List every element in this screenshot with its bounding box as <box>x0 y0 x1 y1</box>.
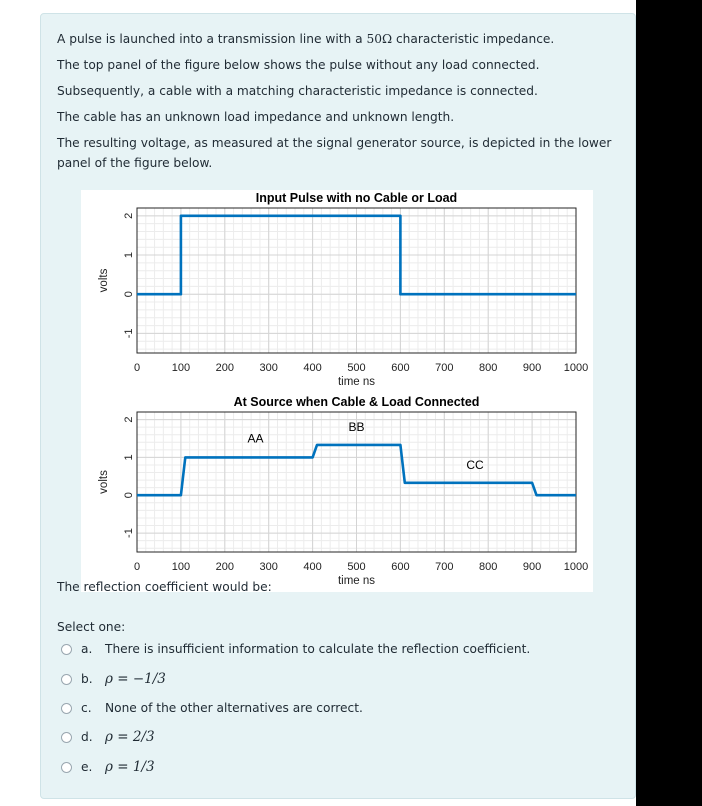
x-tick-label: 700 <box>435 362 454 374</box>
x-tick-label: 500 <box>347 561 366 573</box>
option-a-letter: a. <box>81 642 93 656</box>
x-tick-label: 900 <box>522 362 542 374</box>
x-tick-label: 200 <box>215 362 234 374</box>
option-b[interactable] <box>61 669 166 689</box>
intro-line-3: Subsequently, a cable with a matching characteristic impedance is connected. <box>57 84 538 98</box>
x-tick-label: 300 <box>259 561 278 573</box>
page-margin-right <box>636 0 702 806</box>
x-tick-label: 800 <box>479 561 498 573</box>
x-tick-label: 300 <box>259 362 278 374</box>
option-e-text: ρ = 1/3 <box>105 759 155 775</box>
annotation-label: CC <box>466 457 484 472</box>
x-tick-label: 1000 <box>563 362 589 374</box>
x-axis-label: time ns <box>337 575 376 587</box>
option-d-letter: d. <box>81 730 93 744</box>
x-tick-label: 0 <box>133 362 141 374</box>
y-tick-label: 0 <box>123 291 135 298</box>
x-tick-label: 400 <box>303 561 322 573</box>
y-tick-label: 1 <box>123 454 135 461</box>
x-tick-label: 100 <box>171 561 191 573</box>
figure <box>81 190 593 592</box>
x-tick-label: 900 <box>522 561 542 573</box>
x-tick-label: 1000 <box>563 561 589 573</box>
intro-line-5a: The resulting voltage, as measured at the signal generator source, is depicted in the lower <box>57 136 612 150</box>
intro-line-1: A pulse is launched into a transmission line with a 50Ω characteristic impedance. <box>57 32 555 46</box>
x-tick-label: 200 <box>215 561 234 573</box>
option-c-letter: c. <box>81 701 92 715</box>
x-tick-label: 500 <box>347 362 366 374</box>
intro-line-5b: panel of the figure below. <box>57 156 213 170</box>
impedance-unit: Ω <box>381 32 393 46</box>
radio-a[interactable] <box>61 644 72 655</box>
x-tick-label: 0 <box>133 561 141 573</box>
top-panel <box>98 191 588 388</box>
option-c[interactable] <box>61 698 363 718</box>
option-e-letter: e. <box>81 760 93 774</box>
option-e[interactable] <box>61 757 155 777</box>
y-axis-label: volts <box>98 268 110 293</box>
y-tick-label: 0 <box>123 492 135 499</box>
chart-title: At Source when Cable & Load Connected <box>233 395 480 409</box>
y-axis-label: volts <box>98 470 110 494</box>
y-tick-label: -1 <box>123 528 135 538</box>
x-tick-label: 600 <box>391 561 410 573</box>
option-b-letter: b. <box>81 672 93 686</box>
option-a-text: There is insufficient information to calculate the reflection coefficient. <box>105 642 531 656</box>
radio-e[interactable] <box>61 762 72 773</box>
option-c-text: None of the other alternatives are correct. <box>105 701 363 715</box>
x-tick-label: 700 <box>435 561 454 573</box>
option-d[interactable] <box>61 727 155 747</box>
figure-svg <box>81 190 593 592</box>
impedance-value: 50 <box>366 32 382 46</box>
page-margin-left <box>0 0 40 806</box>
annotation-label: AA <box>247 431 264 446</box>
select-one-label: Select one: <box>57 620 126 634</box>
bottom-panel <box>98 395 588 587</box>
x-axis-label: time ns <box>337 376 376 388</box>
y-tick-label: 1 <box>123 251 135 259</box>
intro-line-4: The cable has an unknown load impedance and unknown length. <box>57 110 455 124</box>
question-prompt: The reflection coefficient would be: <box>57 580 272 594</box>
x-tick-label: 800 <box>479 362 498 374</box>
option-a[interactable] <box>61 639 530 659</box>
intro-line-2: The top panel of the figure below shows the pulse without any load connected. <box>57 58 540 72</box>
annotation-label: BB <box>348 419 365 434</box>
option-b-text: ρ = −1/3 <box>105 671 166 687</box>
y-tick-label: -1 <box>123 328 135 339</box>
y-tick-label: 2 <box>123 212 135 219</box>
y-tick-label: 2 <box>123 416 135 423</box>
x-tick-label: 100 <box>171 362 191 374</box>
option-d-text: ρ = 2/3 <box>105 729 155 745</box>
question-card <box>40 13 636 799</box>
x-tick-label: 400 <box>303 362 322 374</box>
radio-d[interactable] <box>61 732 72 743</box>
chart-title: Input Pulse with no Cable or Load <box>255 191 458 205</box>
radio-c[interactable] <box>61 703 72 714</box>
x-tick-label: 600 <box>391 362 410 374</box>
radio-b[interactable] <box>61 674 72 685</box>
